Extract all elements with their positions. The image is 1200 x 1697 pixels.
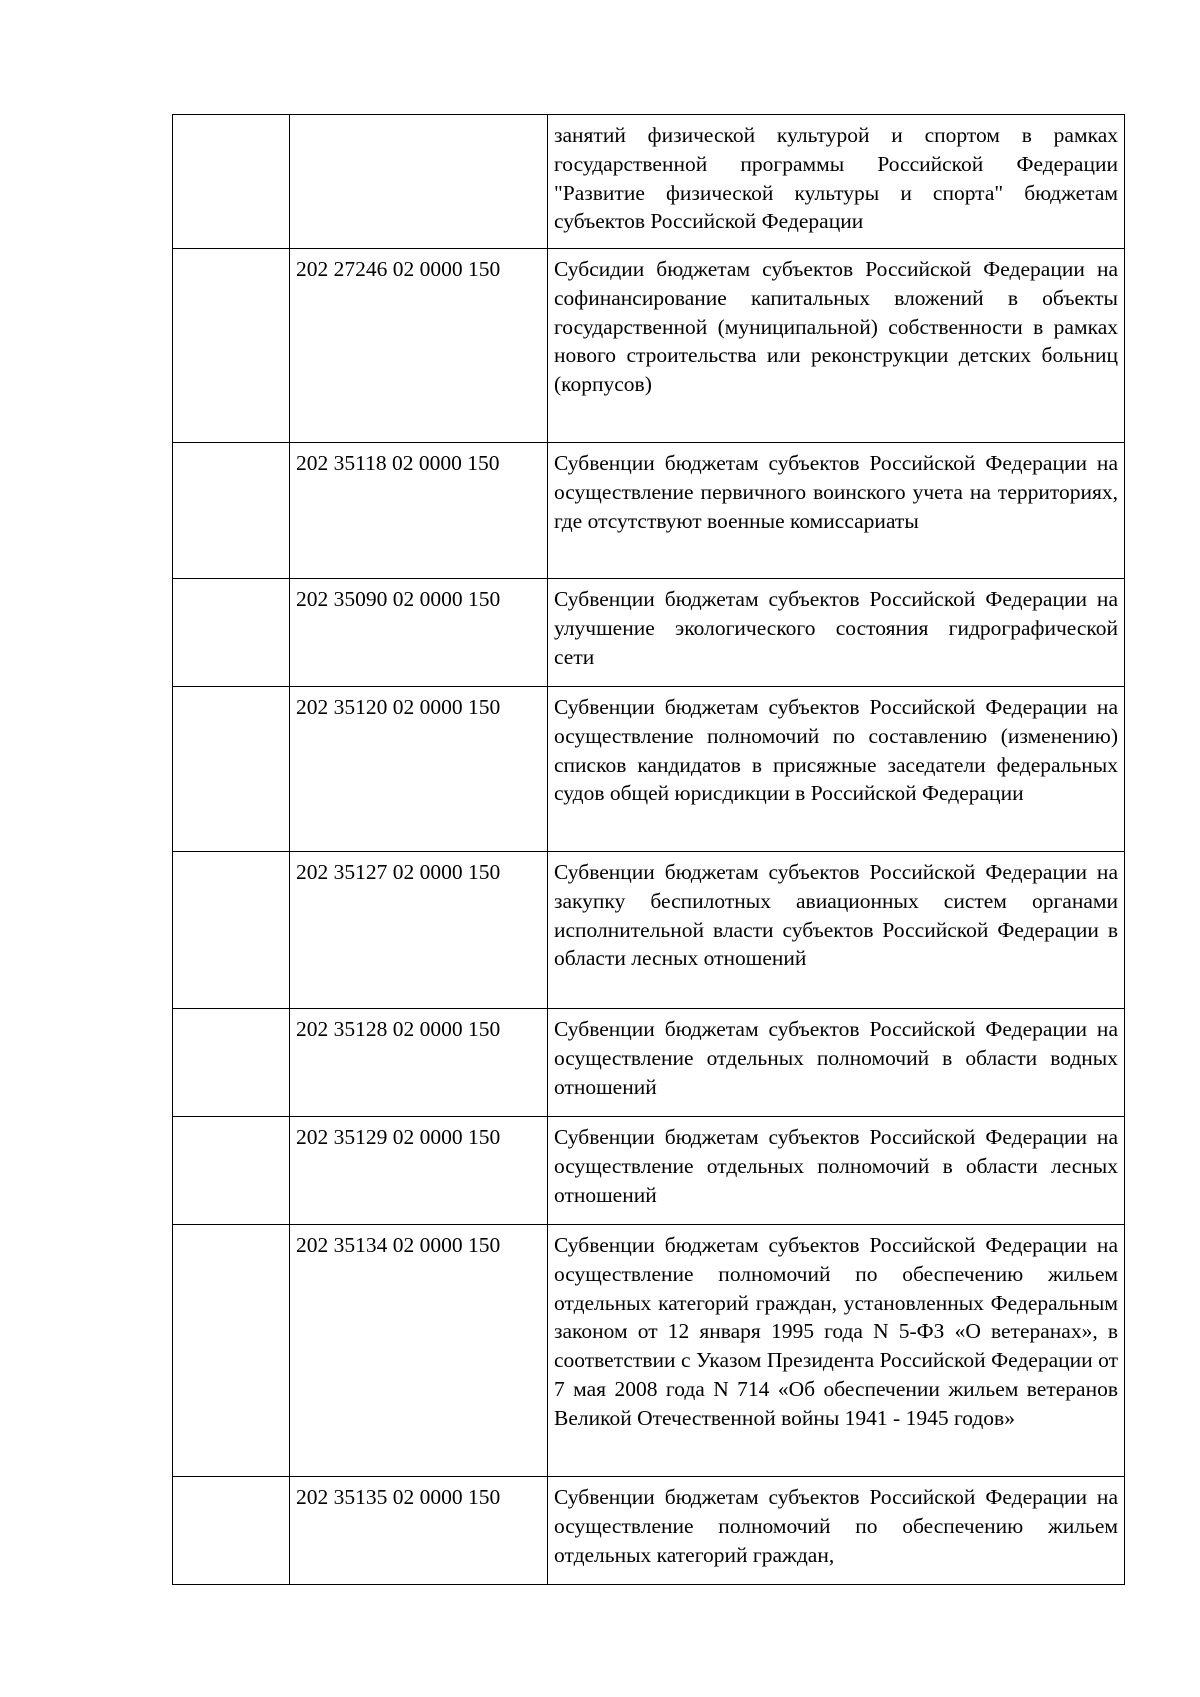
- row-number-cell: [173, 1009, 290, 1117]
- description-cell: занятий физической культурой и спортом в рамках государственной программы Российской Федерации "Развитие физической культуры и спорта" бюджетам субъектов Российской Федерации: [548, 115, 1125, 249]
- description-cell: Субвенции бюджетам субъектов Российской Федерации на осуществление первичного воинского учета на территориях, где отсутствуют военные комиссариаты: [548, 443, 1125, 579]
- table-row: [173, 115, 1125, 249]
- description-cell: Субвенции бюджетам субъектов Российской Федерации на осуществление отдельных полномочий в области водных отношений: [548, 1009, 1125, 1117]
- table-row: [173, 852, 1125, 1009]
- row-number-cell: [173, 1225, 290, 1477]
- description-cell: Субвенции бюджетам субъектов Российской Федерации на осуществление отдельных полномочий в области лесных отношений: [548, 1117, 1125, 1225]
- budget-code-cell: 202 35129 02 0000 150: [290, 1117, 548, 1225]
- budget-code-cell: 202 35135 02 0000 150: [290, 1477, 548, 1585]
- table-row: [173, 443, 1125, 579]
- budget-code-cell: 202 35118 02 0000 150: [290, 443, 548, 579]
- row-number-cell: [173, 115, 290, 249]
- row-number-cell: [173, 852, 290, 1009]
- budget-classification-table: [172, 114, 1125, 1585]
- description-cell: Субвенции бюджетам субъектов Российской Федерации на осуществление полномочий по составлению (изменению) списков кандидатов в присяжные заседатели федеральных судов общей юрисдикции в Российской Федерации: [548, 687, 1125, 852]
- row-number-cell: [173, 1477, 290, 1585]
- row-number-cell: [173, 687, 290, 852]
- description-cell: Субвенции бюджетам субъектов Российской Федерации на закупку беспилотных авиационных систем органами исполнительной власти субъектов Российской Федерации в области лесных отношений: [548, 852, 1125, 1009]
- table-row: [173, 249, 1125, 443]
- row-number-cell: [173, 579, 290, 687]
- budget-code-cell: 202 35128 02 0000 150: [290, 1009, 548, 1117]
- budget-code-cell: 202 35120 02 0000 150: [290, 687, 548, 852]
- row-number-cell: [173, 1117, 290, 1225]
- table-row: [173, 687, 1125, 852]
- table-row: [173, 1225, 1125, 1477]
- table-row: [173, 579, 1125, 687]
- table-row: [173, 1477, 1125, 1585]
- table-row: [173, 1117, 1125, 1225]
- budget-code-cell: 202 35127 02 0000 150: [290, 852, 548, 1009]
- description-cell: Субвенции бюджетам субъектов Российской Федерации на осуществление полномочий по обеспечению жильем отдельных категорий граждан,: [548, 1477, 1125, 1585]
- description-cell: Субвенции бюджетам субъектов Российской Федерации на осуществление полномочий по обеспечению жильем отдельных категорий граждан, установленных Федеральным законом от 12 января 1995 года N 5-ФЗ «О ветеранах», в соответствии с Указом Президента Российской Федерации от 7 мая 2008 года N 714 «Об обеспечении жильем ветеранов Великой Отечественной войны 1941 - 1945 годов»: [548, 1225, 1125, 1477]
- budget-code-cell: 202 35090 02 0000 150: [290, 579, 548, 687]
- budget-code-cell: 202 35134 02 0000 150: [290, 1225, 548, 1477]
- description-cell: Субсидии бюджетам субъектов Российской Федерации на софинансирование капитальных вложений в объекты государственной (муниципальной) собственности в рамках нового строительства или реконструкции детских больниц (корпусов): [548, 249, 1125, 443]
- budget-code-cell: [290, 115, 548, 249]
- description-cell: Субвенции бюджетам субъектов Российской Федерации на улучшение экологического состояния гидрографической сети: [548, 579, 1125, 687]
- budget-code-cell: 202 27246 02 0000 150: [290, 249, 548, 443]
- table-row: [173, 1009, 1125, 1117]
- row-number-cell: [173, 443, 290, 579]
- row-number-cell: [173, 249, 290, 443]
